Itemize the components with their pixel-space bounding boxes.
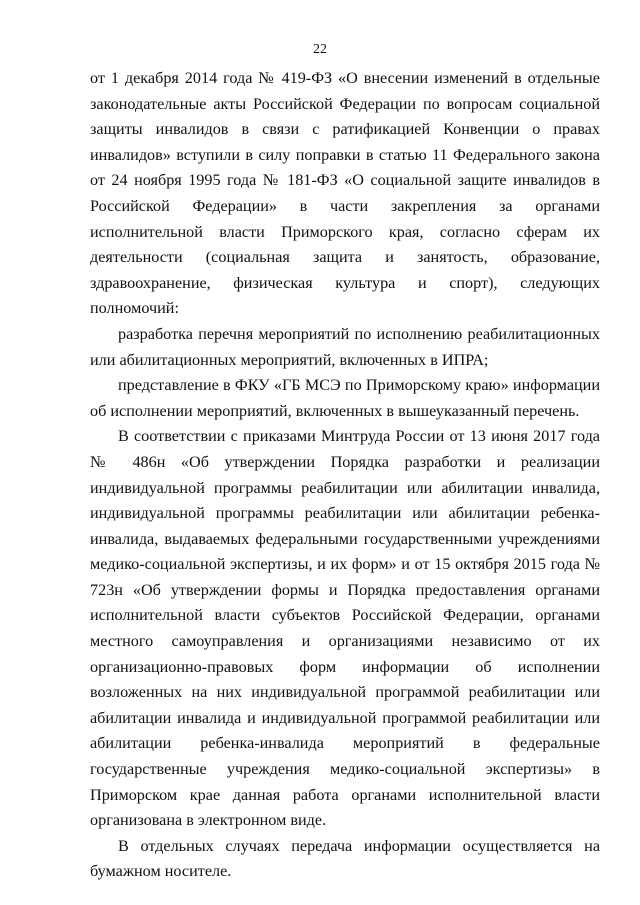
body-text [90, 66, 600, 885]
paragraph-ministry-orders: В соответствии с приказами Минтруда России от 13 июня 2017 года № 486н «Об утверждении Порядка разработки и реализации индивидуальной программы реабилитации или абилитации инвалида, индивидуальной программы реабилитации или абилитации ребенка-инвалида, выдаваемых федеральными государственными учреждениями медико-социальной экспертизы, и их форм» и от 15 октября 2015 года № 723н «Об утверждении формы и Порядка предоставления органами исполнительной власти субъектов Российской Федерации, органами местного самоуправления и организациями независимо от их организационно-правовых форм информации об исполнении возложенных на них индивидуальной программой реабилитации или абилитации инвалида и индивидуальной программой реабилитации или абилитации ребенка-инвалида мероприятий в федеральные государственные учреждения медико-социальной экспертизы» в Приморском крае данная работа органами исполнительной власти организована в электронном виде. [90, 427, 600, 830]
paragraph-powers-list-item-1: разработка перечня мероприятий по исполнению реабилитационных или абилитационных мероприятий, включенных в ИПРА; [90, 324, 600, 369]
page-number: 22 [313, 42, 327, 57]
paragraph-amendments-intro: от 1 декабря 2014 года № 419-ФЗ «О внесении изменений в отдельные законодательные акты Российской Федерации по вопросам социальной защиты инвалидов в связи с ратификацией Конвенции о правах инвалидов» вступили в силу поправки в статью 11 Федерального закона от 24 ноября 1995 года № 181-ФЗ «О социальной защите инвалидов в Российской Федерации» в части закрепления за органами исполнительной власти Приморского края, согласно сферам их деятельности (социальная защита и занятость, образование, здравоохранение, физическая культура и спорт), следующих полномочий: [90, 69, 600, 318]
paragraph-paper-format: В отдельных случаях передача информации осуществляется на бумажном носителе. [90, 836, 600, 881]
paragraph-powers-list-item-2: представление в ФКУ «ГБ МСЭ по Приморскому краю» информации об исполнении мероприятий, включенных в вышеуказанный перечень. [90, 376, 600, 420]
